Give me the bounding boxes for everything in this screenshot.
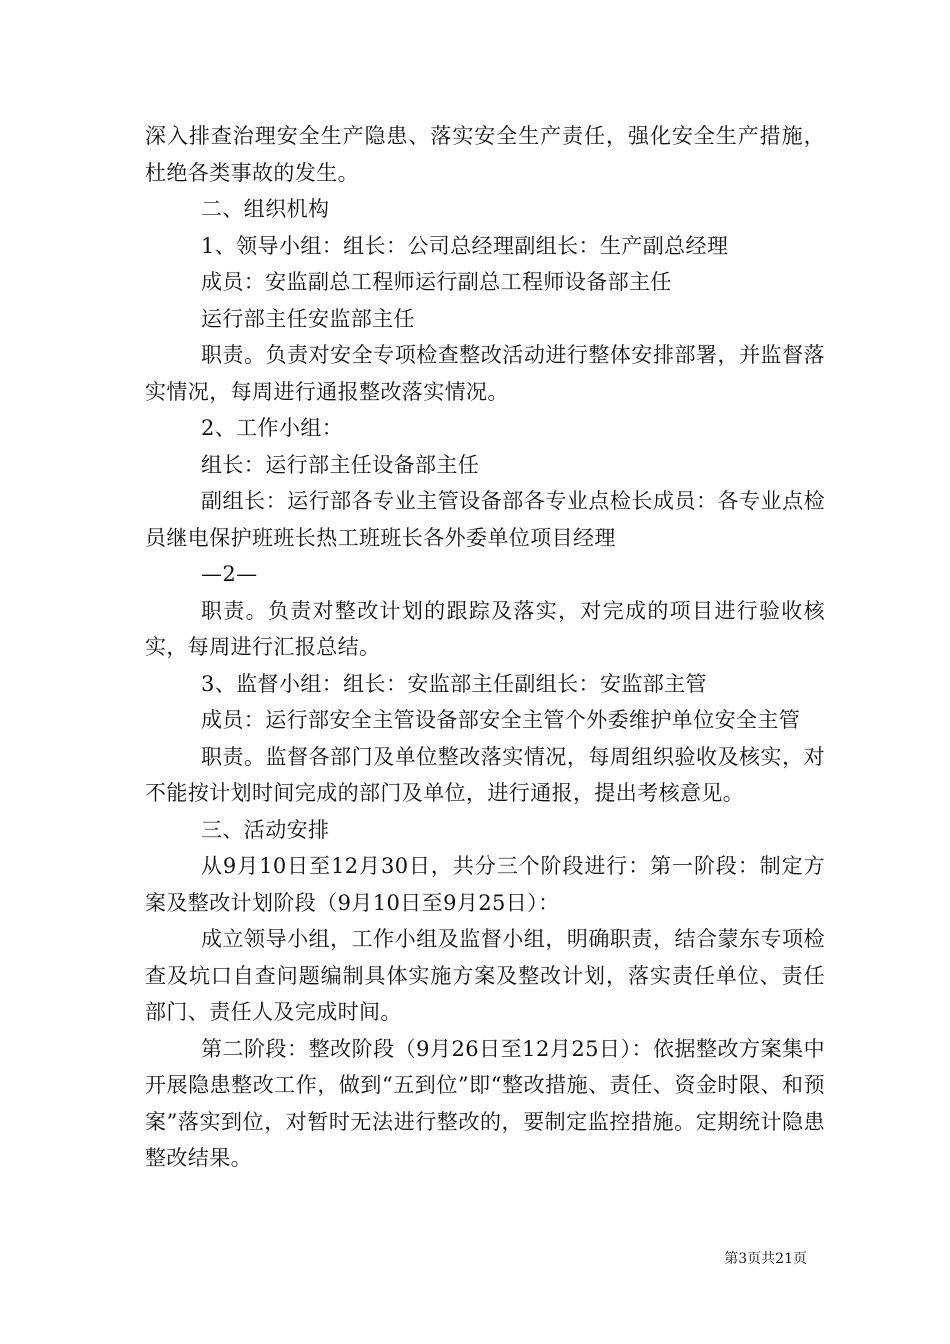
paragraph: 3、监督小组：组长：安监部主任副组长：安监部主管 (201, 671, 707, 696)
paragraph: 职责。负责对安全专项检查整改活动进行整体安排部署，并监督落实情况，每周进行通报整改落实情况。 (145, 343, 825, 404)
paragraph: 从9月10日至12月30日，共分三个阶段进行：第一阶段：制定方案及整改计划阶段（9月10日至9月25日）： (145, 854, 825, 915)
paragraph: 1、领导小组：组长：公司总经理副组长：生产副总经理 (201, 233, 729, 258)
paragraph: 二、组织机构 (201, 197, 330, 221)
paragraph: 职责。监督各部门及单位整改落实情况，每周组织验收及核实，对不能按计划时间完成的部门及单位，进行通报，提出考核意见。 (145, 744, 825, 805)
paragraph: 成员：安监副总工程师运行副总工程师设备部主任 (201, 270, 672, 294)
paragraph: 第二阶段：整改阶段（9月26日至12月25日）：依据整改方案集中开展隐患整改工作，做到“五到位”即“整改措施、责任、资金时限、和预案”落实到位，对暂时无法进行整改的，要制定监控措施。定期统计隐患整改结果。 (145, 1036, 825, 1170)
paragraph: 运行部主任安监部主任 (201, 306, 415, 331)
paragraph: 职责。负责对整改计划的跟踪及落实，对完成的项目进行验收核实，每周进行汇报总结。 (145, 598, 825, 659)
paragraph: 组长：运行部主任设备部主任 (201, 452, 480, 477)
paragraph: 2、工作小组： (201, 416, 344, 440)
paragraph: 副组长：运行部各专业主管设备部各专业点检长成员：各专业点检员继电保护班班长热工班班长各外委单位项目经理 (145, 489, 825, 550)
paragraph: 三、活动安排 (201, 817, 330, 842)
paragraph: 深入排查治理安全生产隐患、落实安全生产责任，强化安全生产措施，杜绝各类事故的发生。 (145, 124, 825, 185)
paragraph: 成立领导小组，工作小组及监督小组，明确职责，结合蒙东专项检查及坑口自查问题编制具体实施方案及整改计划，落实责任单位、责任部门、责任人及完成时间。 (145, 927, 825, 1024)
page-footer: 第3页共21页 (724, 1251, 807, 1267)
paragraph: —2— (201, 562, 258, 586)
document-body (145, 118, 825, 1177)
paragraph: 成员：运行部安全主管设备部安全主管个外委维护单位安全主管 (201, 708, 801, 732)
